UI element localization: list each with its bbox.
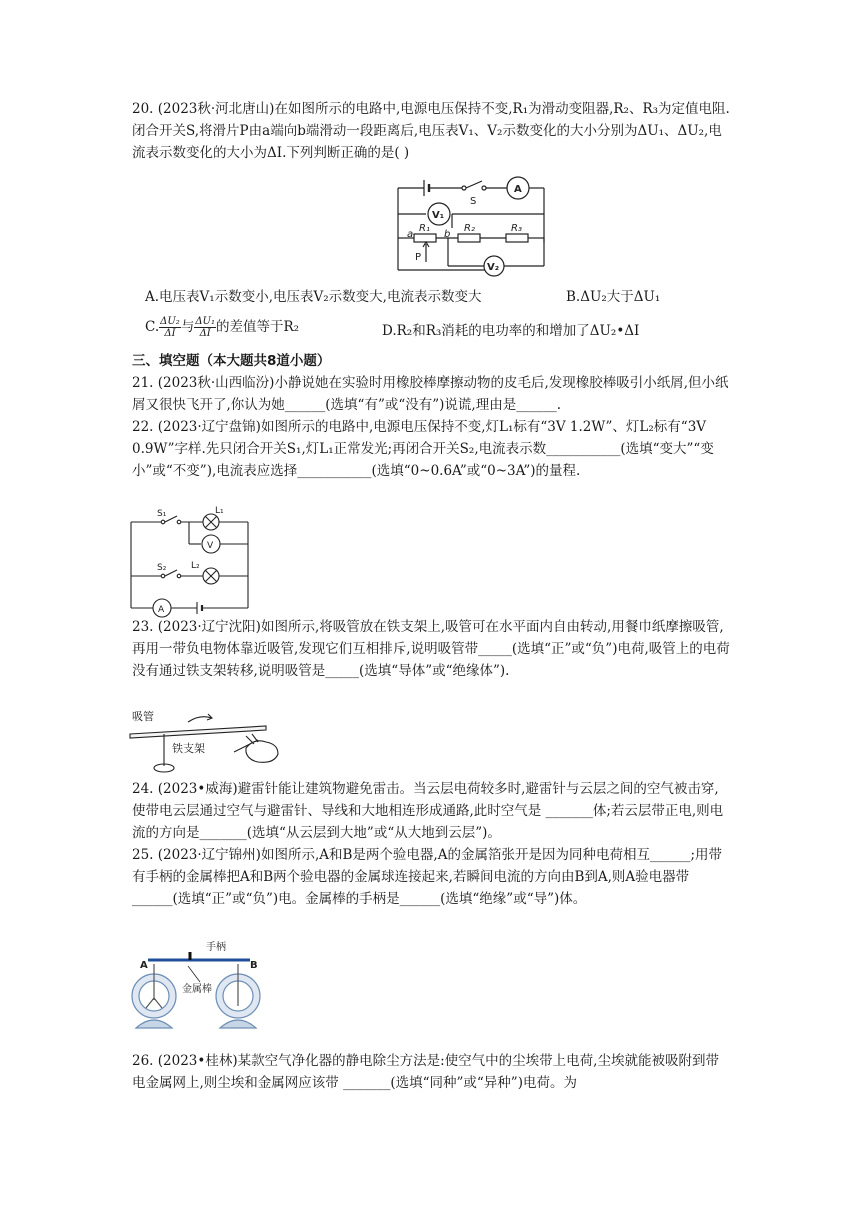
q20-option-a: A.电压表V₁示数变小,电压表V₂示数变大,电流表示数变大: [145, 289, 482, 305]
q22-fig-label-v: V: [207, 541, 214, 551]
q22-fig-label-a: A: [158, 605, 165, 615]
q20-fig-label-v2: V₂: [487, 262, 500, 273]
q23-stem: 23. (2023·辽宁沈阳)如图所示,将吸管放在铁支架上,吸管可在水平面内自由转动,用餐巾纸摩擦吸管,再用一带负电物体靠近吸管,发现它们互相排斥,说明吸管带_____(选填“正”或“负”)电荷,吸管上的电荷没有通过铁支架转移,说明吸管是_____(选填“导体”或“绝缘体”).: [132, 619, 730, 679]
q25-electroscope-diagram: [130, 938, 272, 1042]
q21-stem: 21. (2023秋·山西临汾)小静说她在实验时用橡胶棒摩擦动物的皮毛后,发现橡胶棒吸引小纸屑,但小纸屑又很快飞开了,你认为她______(选填“有”或“没有”)说谎,理由是______.: [132, 375, 729, 413]
q20-option-c-prefix: C.: [145, 319, 160, 335]
q20-frac1-den: ΔI: [164, 328, 176, 339]
q20-fraction-du1-di: [194, 316, 216, 339]
q22-stem: 22. (2023·辽宁盘锦)如图所示的电路中,电源电压保持不变,灯L₁标有“3V 1.2W”、灯L₂标有“3V 0.9W”字样.先只闭合开关S₁,灯L₁正常发光;再闭合开关S₂,电流表示数___________(选填“变大”“变小”或“不变”),电流表应选择___________(选填“0~0.6A”或“0~3A”)的量程.: [132, 419, 714, 479]
q22-fig-label-s2: S₂: [157, 563, 167, 573]
q23-fig-label-straw: 吸管: [132, 710, 154, 723]
q24-stem: 24. (2023•威海)避雷针能让建筑物避免雷击。当云层电荷较多时,避雷针与云层之间的空气被击穿,使带电云层通过空气与避雷针、导线和大地相连形成通路,此时空气是 _______体;若云层带正电,则电流的方向是_______(选填“从云层到大地”或“从大地到云层”)。: [132, 781, 724, 841]
q20-option-c-mid: 与: [180, 319, 195, 335]
q20-fig-label-r2: R₂: [464, 223, 475, 234]
q22-fig-label-s1: S₁: [157, 509, 167, 519]
q20-fig-label-s: S: [470, 196, 477, 207]
q22-fig-label-l1: L₁: [215, 506, 224, 516]
q25-fig-label-a: A: [140, 960, 148, 971]
q20-option-b: B.ΔU₂大于ΔU₁: [566, 289, 661, 305]
q25-fig-label-rod: 金属棒: [182, 984, 212, 995]
q20-fig-label-a: a: [407, 229, 414, 240]
q20-fig-label-r3: R₃: [511, 223, 522, 234]
q20-fig-label-b: b: [444, 229, 451, 240]
q23-fig-label-stand: 铁支架: [172, 742, 205, 755]
q20-fig-label-r1: R₁: [419, 223, 430, 234]
q20-frac2-den: ΔI: [199, 328, 211, 339]
q20-stem: 20. (2023秋·河北唐山)在如图所示的电路中,电源电压保持不变,R₁为滑动变阻器,R₂、R₃为定值电阻.闭合开关S,将滑片P由a端向b端滑动一段距离后,电压表V₁、V₂示数变化的大小分别为ΔU₁、ΔU₂,电流表示数变化的大小为ΔI.下列判断正确的是( ): [132, 101, 730, 161]
q20-option-d: D.R₂和R₃消耗的电功率的和增加了ΔU₂•ΔI: [382, 323, 640, 339]
q20-frac2-num: ΔU₁: [195, 316, 215, 327]
q20-fraction-du2-di: [159, 316, 181, 339]
section-heading: 三、填空题（本大题共8道小题）: [132, 353, 331, 369]
q22-fig-label-l2: L₂: [191, 561, 200, 571]
q25-fig-label-b: B: [250, 960, 258, 971]
q23-straw-diagram: [128, 708, 284, 776]
q20-frac1-num: ΔU₂: [160, 316, 180, 327]
q22-circuit-diagram: [131, 508, 249, 614]
q20-fig-label-v1: V₁: [432, 210, 445, 221]
q25-stem: 25. (2023·辽宁锦州)如图所示,A和B是两个验电器,A的金属箔张开是因为同种电荷相互______;用带有手柄的金属棒把A和B两个验电器的金属球连接起来,若瞬间电流的方向由B到A,则A验电器带______(选填“正”或“负”)电。金属棒的手柄是______(选填“绝缘”或“导”)体。: [132, 847, 722, 907]
q25-fig-label-handle: 手柄: [206, 942, 226, 953]
q20-option-c: [145, 316, 375, 339]
q20-fig-label-p: P: [415, 252, 422, 263]
q26-stem: 26. (2023•桂林)某款空气净化器的静电除尘方法是:使空气中的尘埃带上电荷,尘埃就能被吸附到带电金属网上,则尘埃和金属网应该带 _______(选填“同种”或“异种”)电荷。为: [132, 1053, 719, 1091]
q20-fig-label-ammeter: A: [514, 184, 522, 195]
q20-option-c-suffix: 的差值等于R₂: [215, 319, 300, 335]
q20-circuit-diagram: [398, 180, 548, 276]
